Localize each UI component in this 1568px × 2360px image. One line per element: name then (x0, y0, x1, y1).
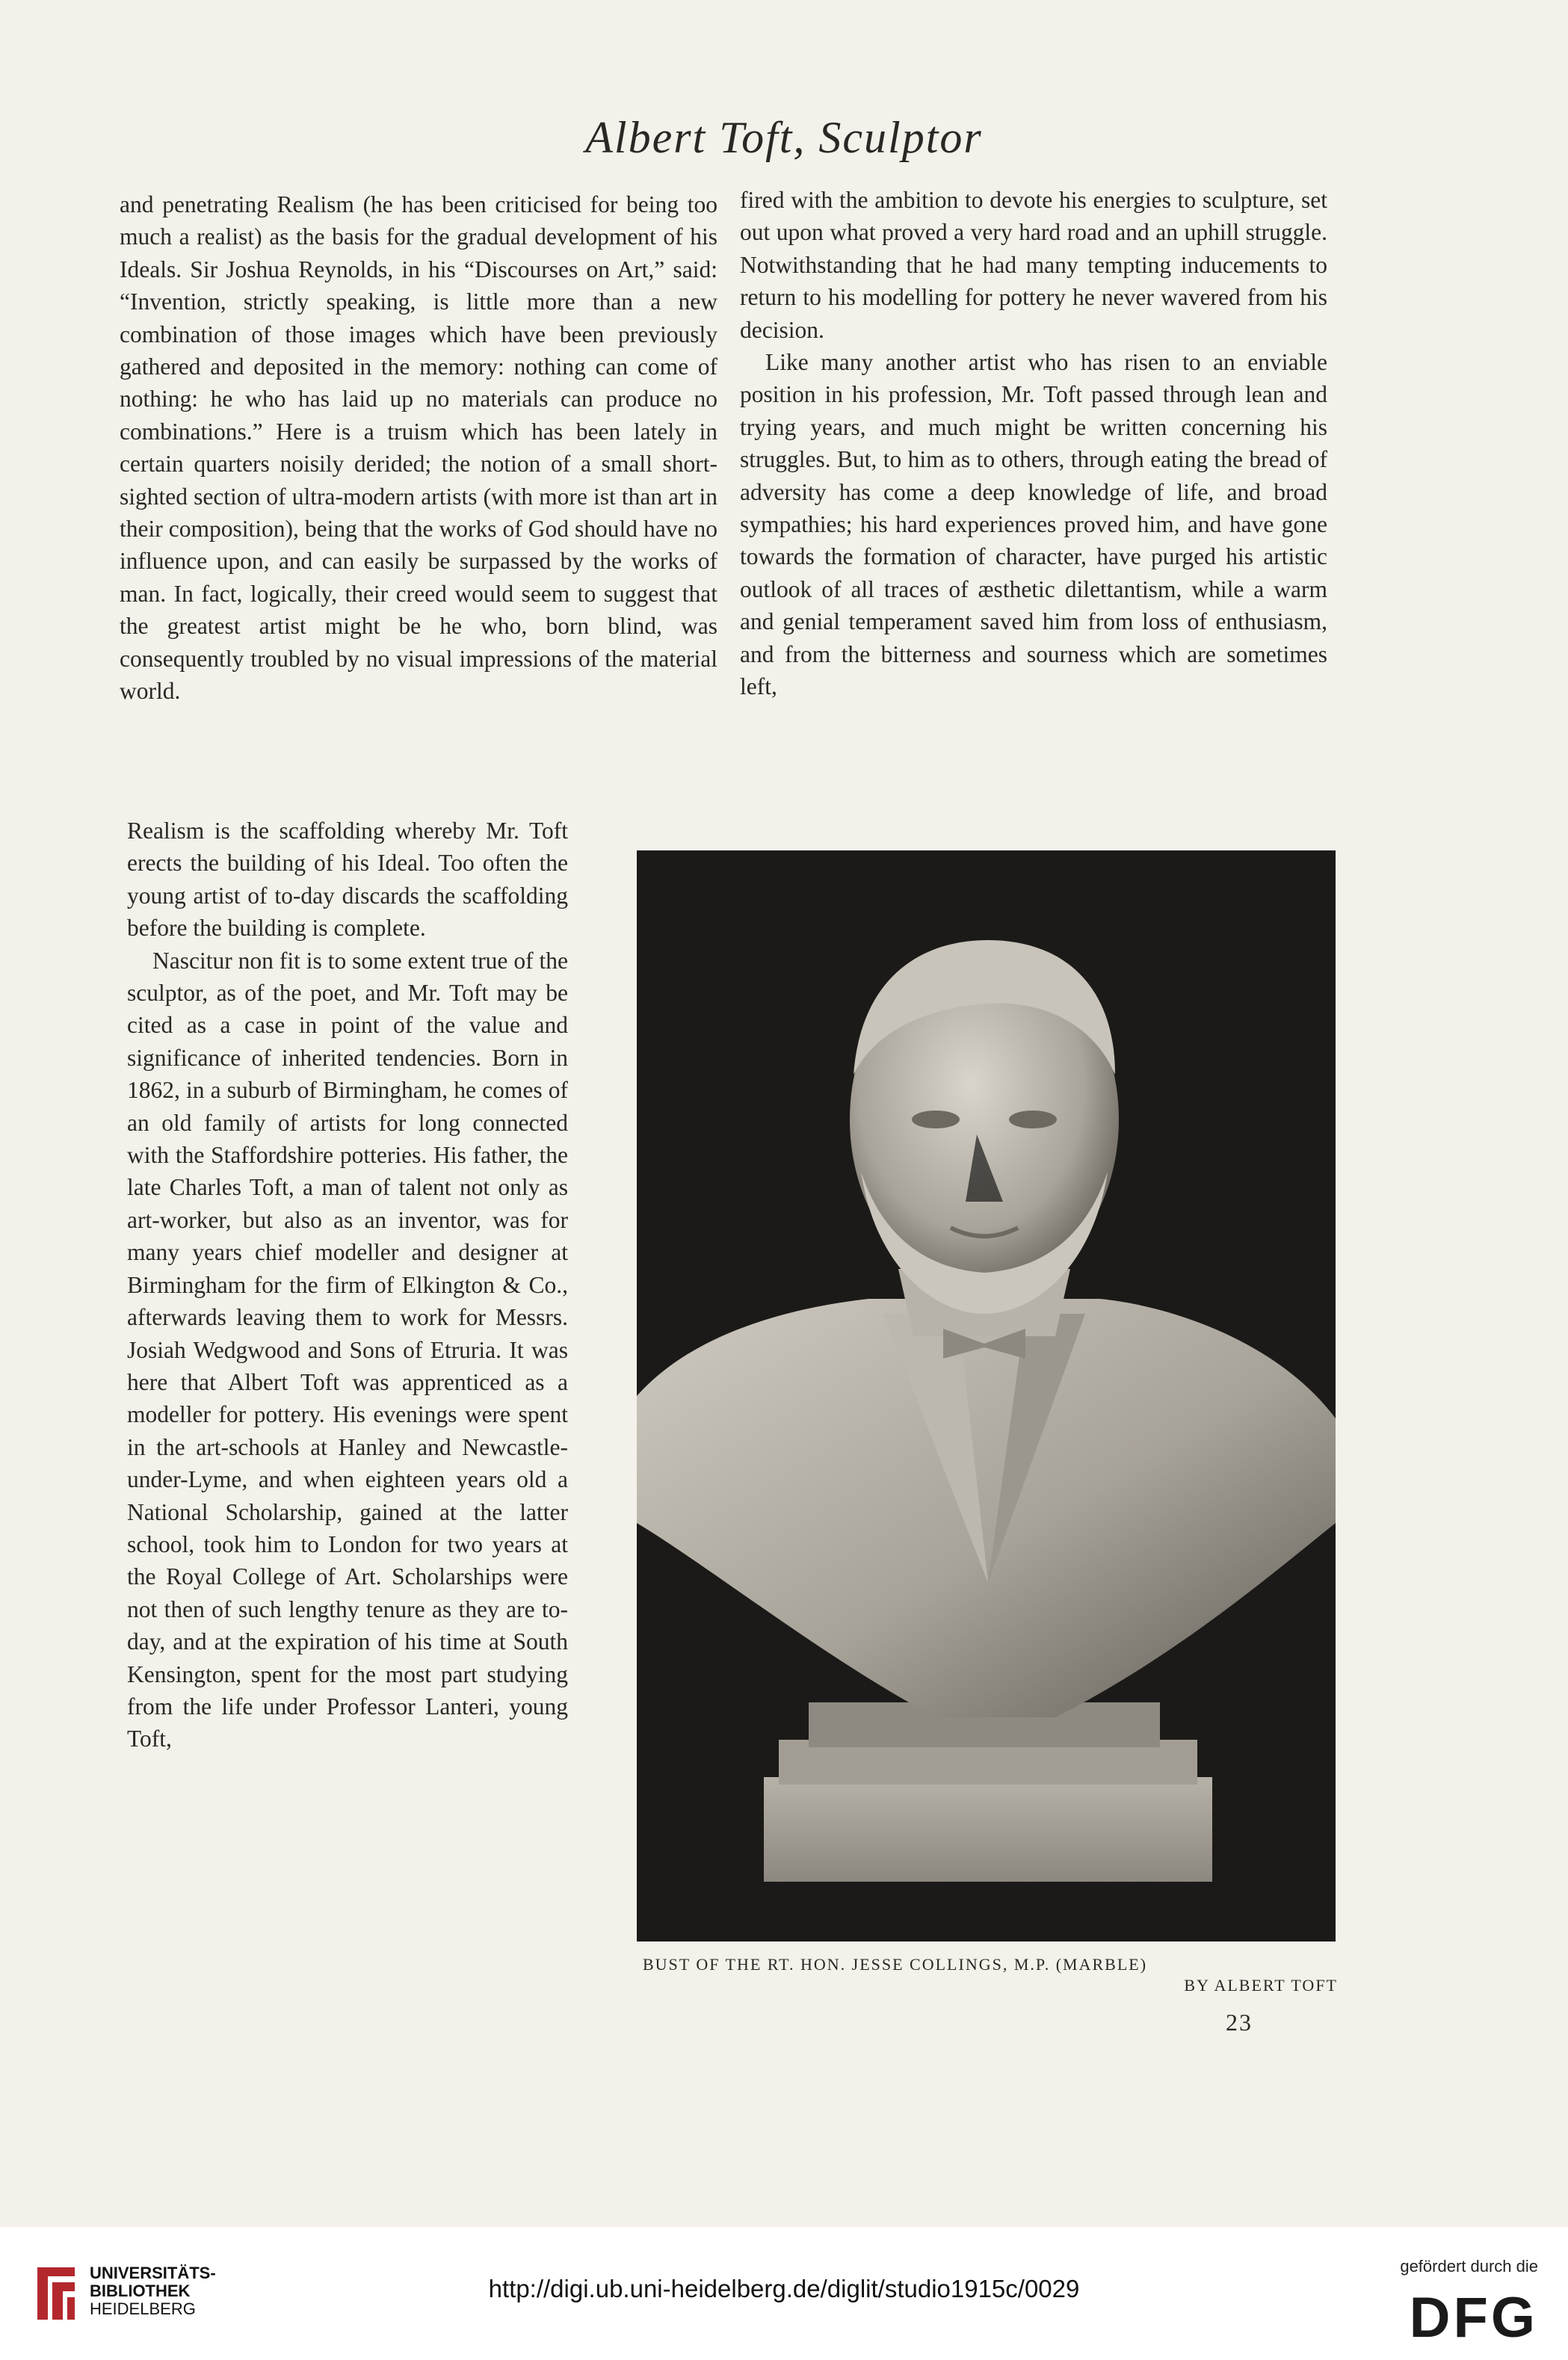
paragraph: fired with the ambition to devote his energies to sculpture, set out upon what proved a very hard road and an uphill struggle. Notwithstanding that he had many tempting inducements to return to his modelling for pottery he never wavered from his decision. (740, 187, 1327, 343)
running-head: Albert Toft, Sculptor (585, 113, 983, 162)
page-number: 23 (1226, 2009, 1253, 2036)
left-column-beside-photo (127, 815, 568, 1755)
right-column (740, 184, 1327, 703)
caption-title: BUST OF THE RT. HON. JESSE COLLINGS, M.P. (MARBLE) (643, 1955, 1148, 1974)
sponsor-logo: DFG (1409, 2286, 1538, 2350)
paragraph: Nascitur non fit is to some extent true of the sculptor, as of the poet, and Mr. Toft may be cited as a case in point of the value and significance of inherited tendencies. Born in 1862, in a suburb of Birmingham, he comes of an old family of artists for long connected with the Staffordshire potteries. His father, the late Charles Toft, a man of talent not only as art-worker, but also as an inventor, was for many years chief modeller and designer at Birmingham for the firm of Elkington & Co., afterwards leaving them to work for Messrs. Josiah Wedgwood and Sons of Etruria. It was here that Albert Toft was apprenticed as a modeller for pottery. His evenings were spent in the art-schools at Hanley and Newcastle-under-Lyme, and when eighteen years old a National Scholarship, gained at the latter school, took him to London for two years at the Royal College of Art. Scholarships were not then of such lengthy tenure as they are to-day, and at the expiration of his time at South Kensington, spent for the most part studying from the life under Professor Lanteri, young Toft, (127, 947, 568, 1752)
photo-caption (643, 1955, 1338, 1995)
library-name-line: BIBLIOTHEK (90, 2282, 191, 2300)
library-name-line: HEIDELBERG (90, 2299, 196, 2318)
bust-image (637, 850, 1336, 1942)
caption-credit: BY ALBERT TOFT (1184, 1976, 1338, 1995)
source-url-link[interactable]: http://digi.ub.uni-heidelberg.de/diglit/studio1915c/0029 (488, 2275, 1080, 2302)
bust-photograph (637, 850, 1336, 1942)
paragraph: Realism is the scaffolding whereby Mr. Toft erects the building of his Ideal. Too often the young artist of to-day discards the scaffolding before the building is complete. (127, 818, 568, 942)
sponsor-label: gefördert durch die (1400, 2257, 1538, 2276)
paragraph: Like many another artist who has risen to an enviable position in his profession, Mr. Toft passed through lean and trying years, and much might be written concerning his struggles. But, to him as to others, through eating the bread of adversity has come a deep knowledge of life, and broad sympathies; his hard experiences proved him, and have gone towards the formation of character, have purged his artistic outlook of all traces of æsthetic dilettantism, while a warm and genial temperament saved him from loss of enthusiasm, and from the bitterness and sourness which are sometimes left, (740, 349, 1327, 700)
library-name-line: UNIVERSITÄTS- (90, 2264, 216, 2282)
paragraph: and penetrating Realism (he has been criticised for being too much a realist) as the basis for the gradual development of his Ideals. Sir Joshua Reynolds, in his “Discourses on Art,” said: “Invention, strictly speaking, is little more than a new combination of those images which have been previously gathered and deposited in the memory: nothing can come of nothing: he who has laid up no materials can produce no combinations.” Here is a truism which has been lately in certain quarters noisily derided; the notion of a small short-sighted section of ultra-modern artists (with more ist than art in their composition), being that the works of God should have no influence upon, and can easily be surpassed by the works of man. In fact, logically, their creed would seem to suggest that the greatest artist might be he who, born blind, was consequently troubled by no visual impressions of the material world. (120, 191, 717, 705)
digitization-footer (0, 2227, 1568, 2360)
left-column-top (120, 188, 717, 708)
